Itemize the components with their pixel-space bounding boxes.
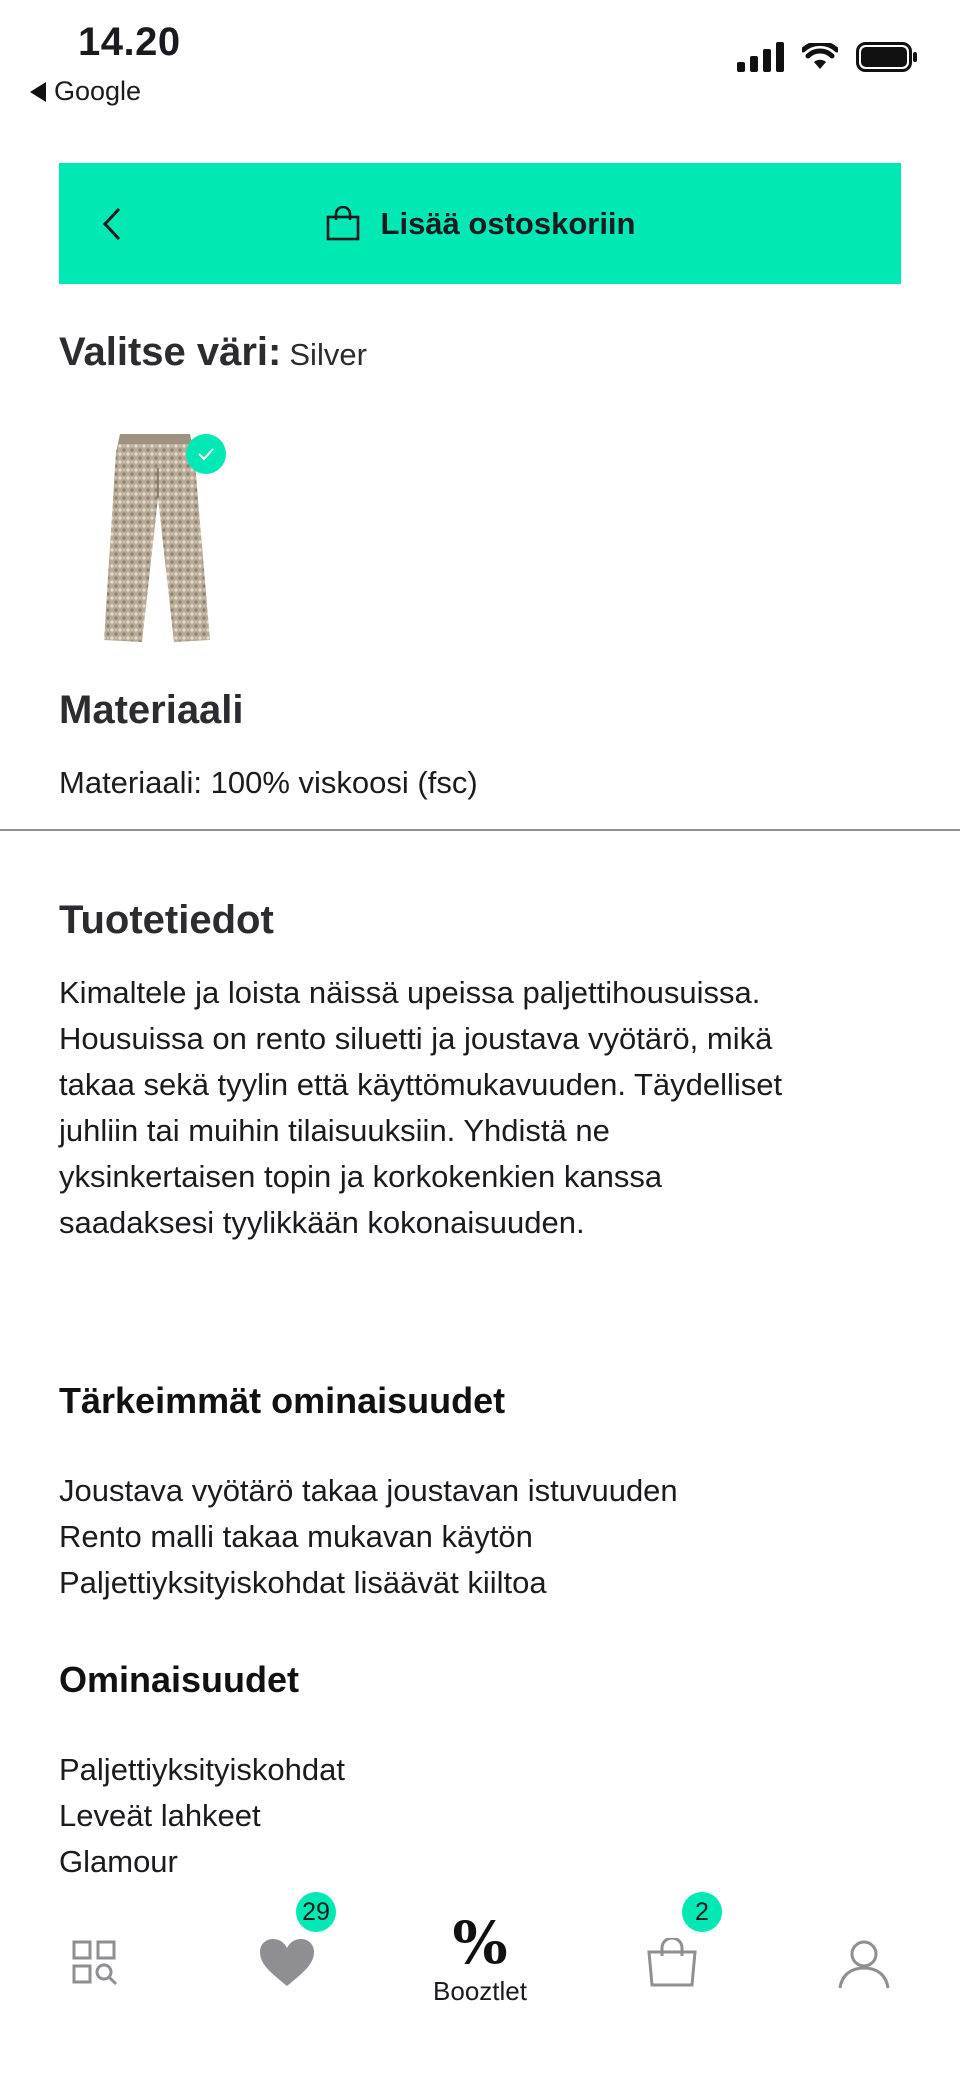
- signal-icon: [737, 42, 784, 72]
- color-title: [59, 330, 367, 375]
- battery-icon: [856, 42, 918, 72]
- product-info-heading: Tuotetiedot: [59, 898, 274, 942]
- list-item: Glamour: [59, 1844, 178, 1879]
- list-item: Rento malli takaa mukavan käytön: [59, 1519, 533, 1554]
- categories-search-icon: [72, 1940, 118, 1986]
- profile-icon: [838, 1938, 890, 1990]
- cart-count-badge: 2: [682, 1892, 722, 1932]
- add-to-cart-content: [325, 206, 636, 242]
- description-line: Housuissa on rento siluetti ja joustava vyötärö, mikä: [59, 1021, 773, 1056]
- back-app-label: Google: [54, 76, 142, 106]
- color-title-label: Valitse väri:: [59, 330, 282, 374]
- features-list: [59, 1747, 345, 1885]
- favorites-count-badge: 29: [296, 1892, 336, 1932]
- cart-bag-icon: [646, 1938, 698, 1988]
- nav-booztlet[interactable]: [420, 1909, 540, 2007]
- list-item: Joustava vyötärö takaa joustavan istuvuuden: [59, 1473, 678, 1508]
- bottom-navigation: [0, 1880, 960, 2078]
- back-to-app-link[interactable]: [30, 76, 141, 107]
- description-line: takaa sekä tyylin että käyttömukavuuden. Täydelliset: [59, 1067, 783, 1102]
- booztlet-label: Booztlet: [433, 1976, 527, 2006]
- material-text: Materiaali: 100% viskoosi (fsc): [59, 765, 478, 800]
- section-divider: [0, 829, 960, 831]
- material-heading: Materiaali: [59, 688, 244, 732]
- product-description: [59, 970, 919, 1246]
- features-heading: Ominaisuudet: [59, 1659, 300, 1700]
- nav-favorites[interactable]: [258, 1938, 316, 1988]
- wifi-icon: [802, 43, 838, 71]
- description-line: juhliin tai muihin tilaisuuksiin. Yhdistä ne: [59, 1113, 610, 1148]
- selected-color-value: Silver: [289, 337, 367, 372]
- selected-check-badge: [186, 434, 226, 474]
- list-item: Paljettiyksityiskohdat: [59, 1752, 346, 1787]
- description-line: Kimaltele ja loista näissä upeissa paljettihousuissa.: [59, 975, 761, 1010]
- description-line: saadaksesi tyylikkään kokonaisuuden.: [59, 1205, 585, 1240]
- back-triangle-icon: [30, 82, 46, 102]
- status-icons: [737, 42, 918, 72]
- status-bar: [0, 0, 960, 120]
- heart-icon: [258, 1938, 316, 1988]
- list-item: Leveät lahkeet: [59, 1798, 261, 1833]
- nav-profile[interactable]: [838, 1938, 890, 1990]
- nav-categories[interactable]: [72, 1940, 118, 1986]
- add-to-cart-label: Lisää ostoskoriin: [380, 205, 636, 241]
- key-features-list: [59, 1468, 678, 1606]
- check-icon: [197, 447, 215, 461]
- list-item: Paljettiyksityiskohdat lisäävät kiiltoa: [59, 1565, 547, 1600]
- percent-icon: %: [452, 1909, 508, 1977]
- shopping-bag-icon: [325, 206, 361, 242]
- status-time: 14.20: [78, 20, 181, 64]
- add-to-cart-button[interactable]: [59, 163, 901, 284]
- chevron-left-icon: [102, 207, 122, 241]
- description-line: yksinkertaisen topin ja korkokenkien kanssa: [59, 1159, 663, 1194]
- back-button[interactable]: [87, 163, 137, 284]
- nav-cart[interactable]: [646, 1938, 698, 1988]
- key-features-heading: Tärkeimmät ominaisuudet: [59, 1380, 506, 1421]
